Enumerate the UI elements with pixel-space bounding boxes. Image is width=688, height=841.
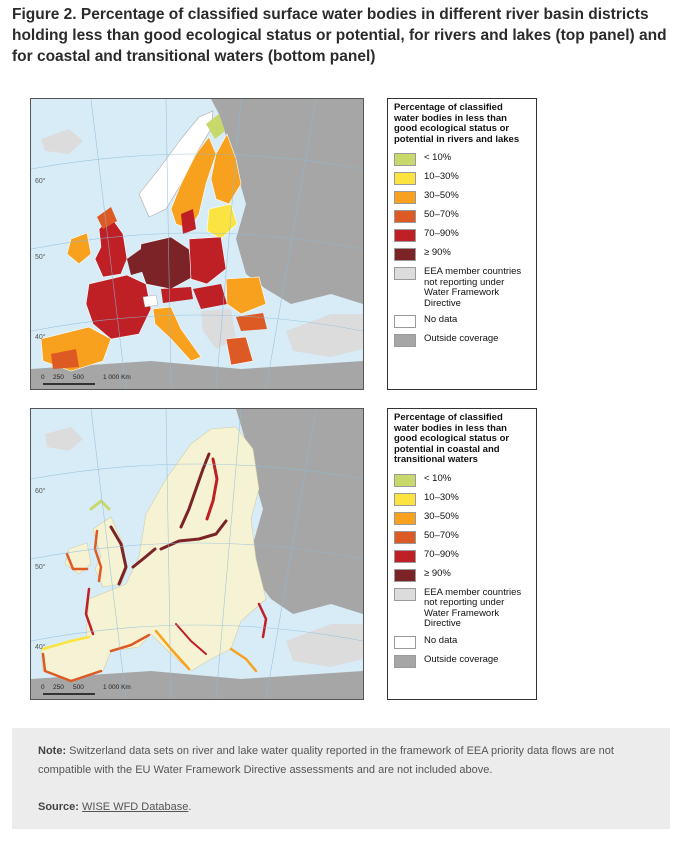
legend-swatch [394, 474, 416, 487]
legend-item [394, 172, 530, 185]
legend-item [394, 493, 530, 506]
legend-label: < 10% [424, 152, 452, 163]
figure-title: Figure 2. Percentage of classified surface water bodies in different river basin districts holding less than good ecological status or potential, for rivers and lakes (top panel) and for coastal and transitional waters (bottom panel) [12, 6, 667, 65]
legend-swatch [394, 172, 416, 185]
note-label: Note: [38, 745, 67, 757]
lat-label-40: 40° [35, 644, 46, 651]
legend-item [394, 588, 530, 630]
legend-item [394, 315, 530, 328]
top-map [30, 98, 364, 390]
legend-label: 30–50% [424, 510, 459, 522]
legend-item [394, 512, 530, 525]
bottom-legend-title: Percentage of classified water bodies in less than good ecological status or potential in coastal and transitional waters [394, 412, 510, 465]
legend-item [394, 229, 530, 242]
legend-item [394, 248, 530, 261]
legend-swatch [394, 210, 416, 223]
legend-swatch [394, 512, 416, 525]
lat-label-50: 50° [35, 254, 46, 261]
legend-swatch [394, 315, 416, 328]
legend-item [394, 210, 530, 223]
legend-label: No data [424, 634, 458, 646]
legend-label: ≥ 90% [424, 247, 451, 258]
scale-label-500: 500 [73, 684, 84, 691]
top-legend-title: Percentage of classified water bodies in less than good ecological status or potential in rivers and lakes [394, 102, 520, 145]
note-body: Switzerland data sets on river and lake water quality reported in the framework of EEA priority data flows are not compatible with the EU Water Framework Directive assessments and are not included above. [38, 745, 614, 776]
legend-item [394, 550, 530, 563]
note-box [12, 728, 670, 829]
legend-label: 30–50% [424, 190, 459, 201]
legend-label: 50–70% [424, 529, 459, 541]
source-line [38, 798, 644, 817]
legend-item [394, 569, 530, 582]
switzerland-no-data [143, 295, 158, 307]
lat-label-40: 40° [35, 334, 46, 341]
legend-item [394, 191, 530, 204]
source-label: Source: [38, 801, 79, 813]
scale-label-0: 0 [41, 684, 45, 691]
top-legend [387, 98, 537, 390]
scale-label-1000: 1 000 Km [103, 374, 131, 381]
bottom-map [30, 408, 364, 700]
legend-label: 70–90% [424, 228, 459, 239]
legend-label: Outside coverage [424, 333, 499, 344]
lat-label-60: 60° [35, 178, 46, 185]
legend-label: ≥ 90% [424, 567, 451, 579]
legend-swatch [394, 248, 416, 261]
legend-label: EEA member countries not reporting under Water Framework Directive [424, 266, 522, 309]
scale-label-0: 0 [41, 374, 45, 381]
source-link[interactable]: WISE WFD Database [82, 801, 189, 813]
legend-swatch [394, 588, 416, 601]
legend-label: No data [424, 314, 458, 325]
scale-label-500: 500 [73, 374, 84, 381]
legend-swatch [394, 569, 416, 582]
source-end: . [188, 801, 192, 813]
note-text [38, 742, 644, 780]
bottom-map-canvas [31, 409, 363, 699]
lat-label-60: 60° [35, 488, 46, 495]
legend-label: 10–30% [424, 171, 459, 182]
legend-swatch [394, 229, 416, 242]
legend-swatch [394, 550, 416, 563]
legend-label: < 10% [424, 472, 452, 484]
legend-swatch [394, 531, 416, 544]
legend-item [394, 474, 530, 487]
legend-item [394, 531, 530, 544]
legend-item [394, 636, 530, 649]
legend-label: 10–30% [424, 491, 459, 503]
scale-label-250: 250 [53, 684, 64, 691]
legend-swatch [394, 655, 416, 668]
legend-swatch [394, 191, 416, 204]
legend-swatch [394, 493, 416, 506]
legend-label: 70–90% [424, 548, 459, 560]
legend-swatch [394, 334, 416, 347]
bottom-legend [387, 408, 537, 700]
legend-swatch [394, 636, 416, 649]
lat-label-50: 50° [35, 564, 46, 571]
legend-item [394, 267, 530, 309]
legend-item [394, 334, 530, 347]
legend-label: 50–70% [424, 209, 459, 220]
top-map-canvas [31, 99, 363, 389]
legend-swatch [394, 267, 416, 280]
legend-item [394, 153, 530, 166]
legend-item [394, 655, 530, 668]
legend-swatch [394, 153, 416, 166]
legend-label: EEA member countries not reporting under Water Framework Directive [424, 586, 522, 629]
legend-label: Outside coverage [424, 653, 499, 665]
scale-label-250: 250 [53, 374, 64, 381]
scale-label-1000: 1 000 Km [103, 684, 131, 691]
